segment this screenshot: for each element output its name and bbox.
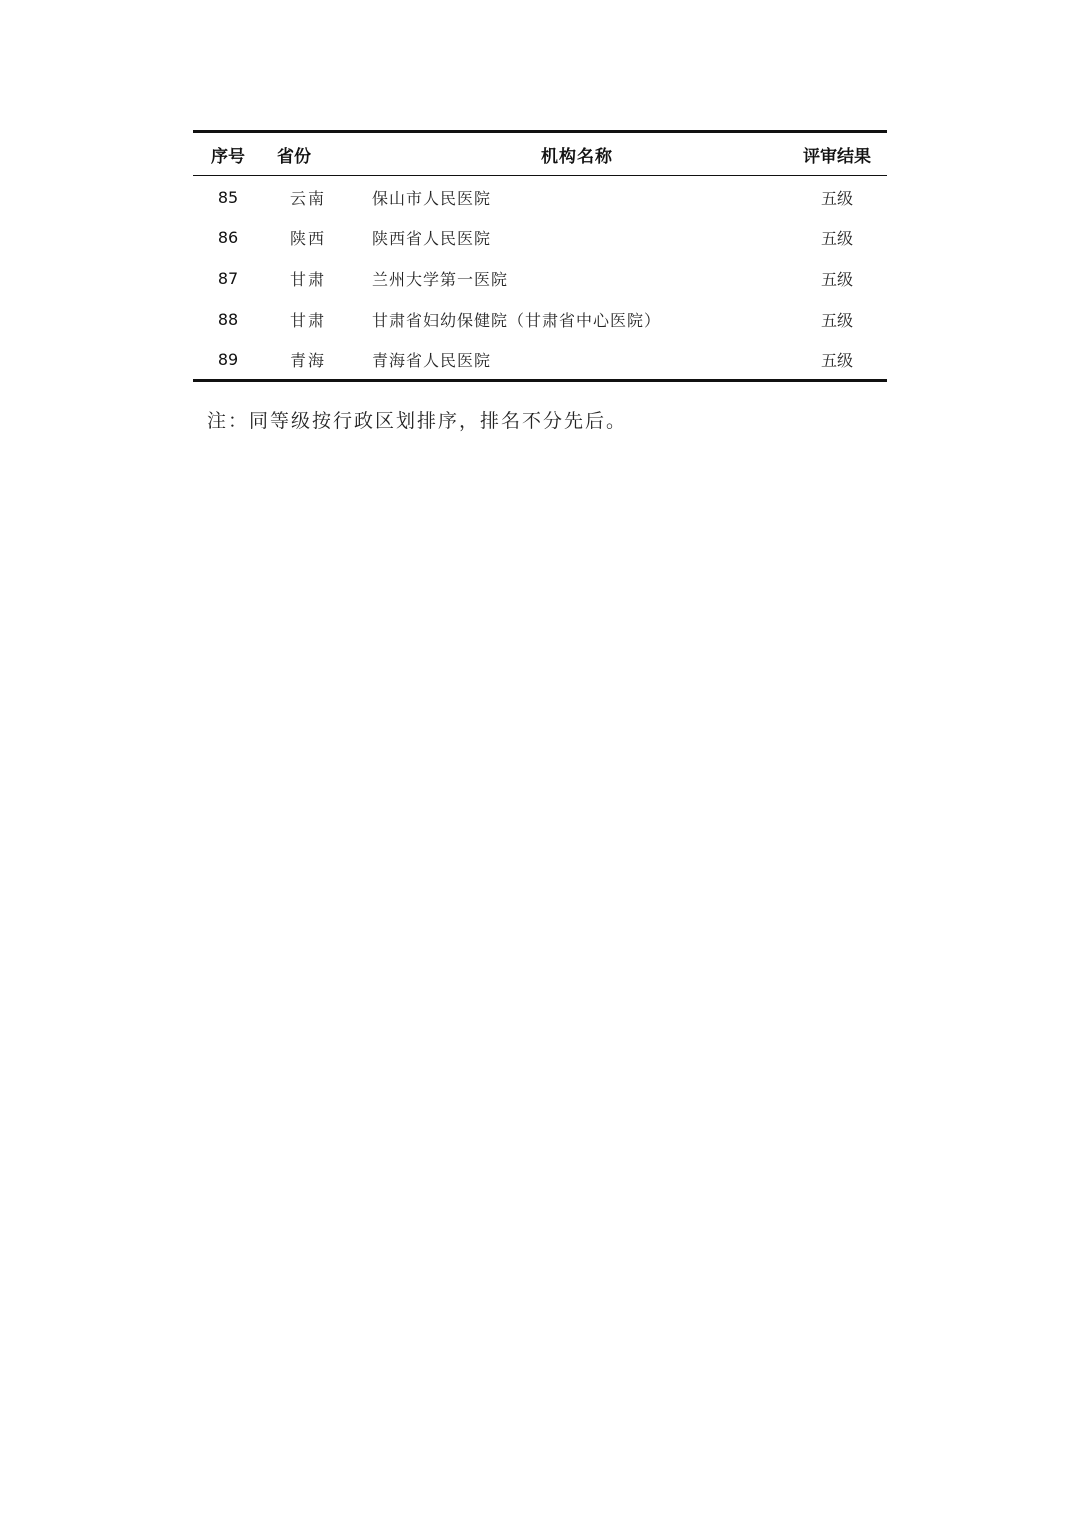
header-province: 省份 (277, 146, 311, 167)
cell-institution-name: 青海省人民医院 (372, 350, 492, 370)
table-row (193, 258, 887, 299)
cell-num: 85 (217, 187, 239, 207)
cell-num: 88 (217, 309, 239, 329)
header-institution-name: 机构名称 (541, 146, 613, 167)
hospital-rating-table (193, 130, 887, 382)
cell-institution-name: 陕西省人民医院 (372, 228, 492, 248)
cell-result: 五级 (820, 350, 853, 370)
cell-institution-name: 兰州大学第一医院 (372, 269, 509, 289)
cell-result: 五级 (820, 310, 853, 330)
cell-institution-name: 甘肃省妇幼保健院（甘肃省中心医院） (372, 310, 662, 330)
hospital-rating-table-container (193, 130, 887, 382)
cell-province: 甘肃 (290, 269, 327, 289)
table-row (193, 340, 887, 381)
table-row (193, 176, 887, 217)
cell-province: 陕西 (290, 228, 327, 248)
table-row (193, 217, 887, 258)
header-result: 评审结果 (803, 146, 871, 167)
cell-result: 五级 (820, 228, 853, 248)
table-row (193, 299, 887, 340)
cell-num: 89 (217, 349, 239, 369)
cell-num: 87 (217, 268, 239, 288)
cell-province: 云南 (290, 188, 327, 208)
table-body (193, 176, 887, 381)
cell-result: 五级 (820, 188, 853, 208)
cell-province: 青海 (290, 350, 327, 370)
header-num: 序号 (211, 146, 245, 167)
cell-result: 五级 (820, 269, 853, 289)
cell-province: 甘肃 (290, 310, 327, 330)
cell-num: 86 (217, 227, 239, 247)
table-header-row (193, 132, 887, 176)
table-header (193, 132, 887, 176)
cell-institution-name: 保山市人民医院 (372, 188, 492, 208)
table-footnote: 注：同等级按行政区划排序，排名不分先后。 (207, 410, 628, 432)
